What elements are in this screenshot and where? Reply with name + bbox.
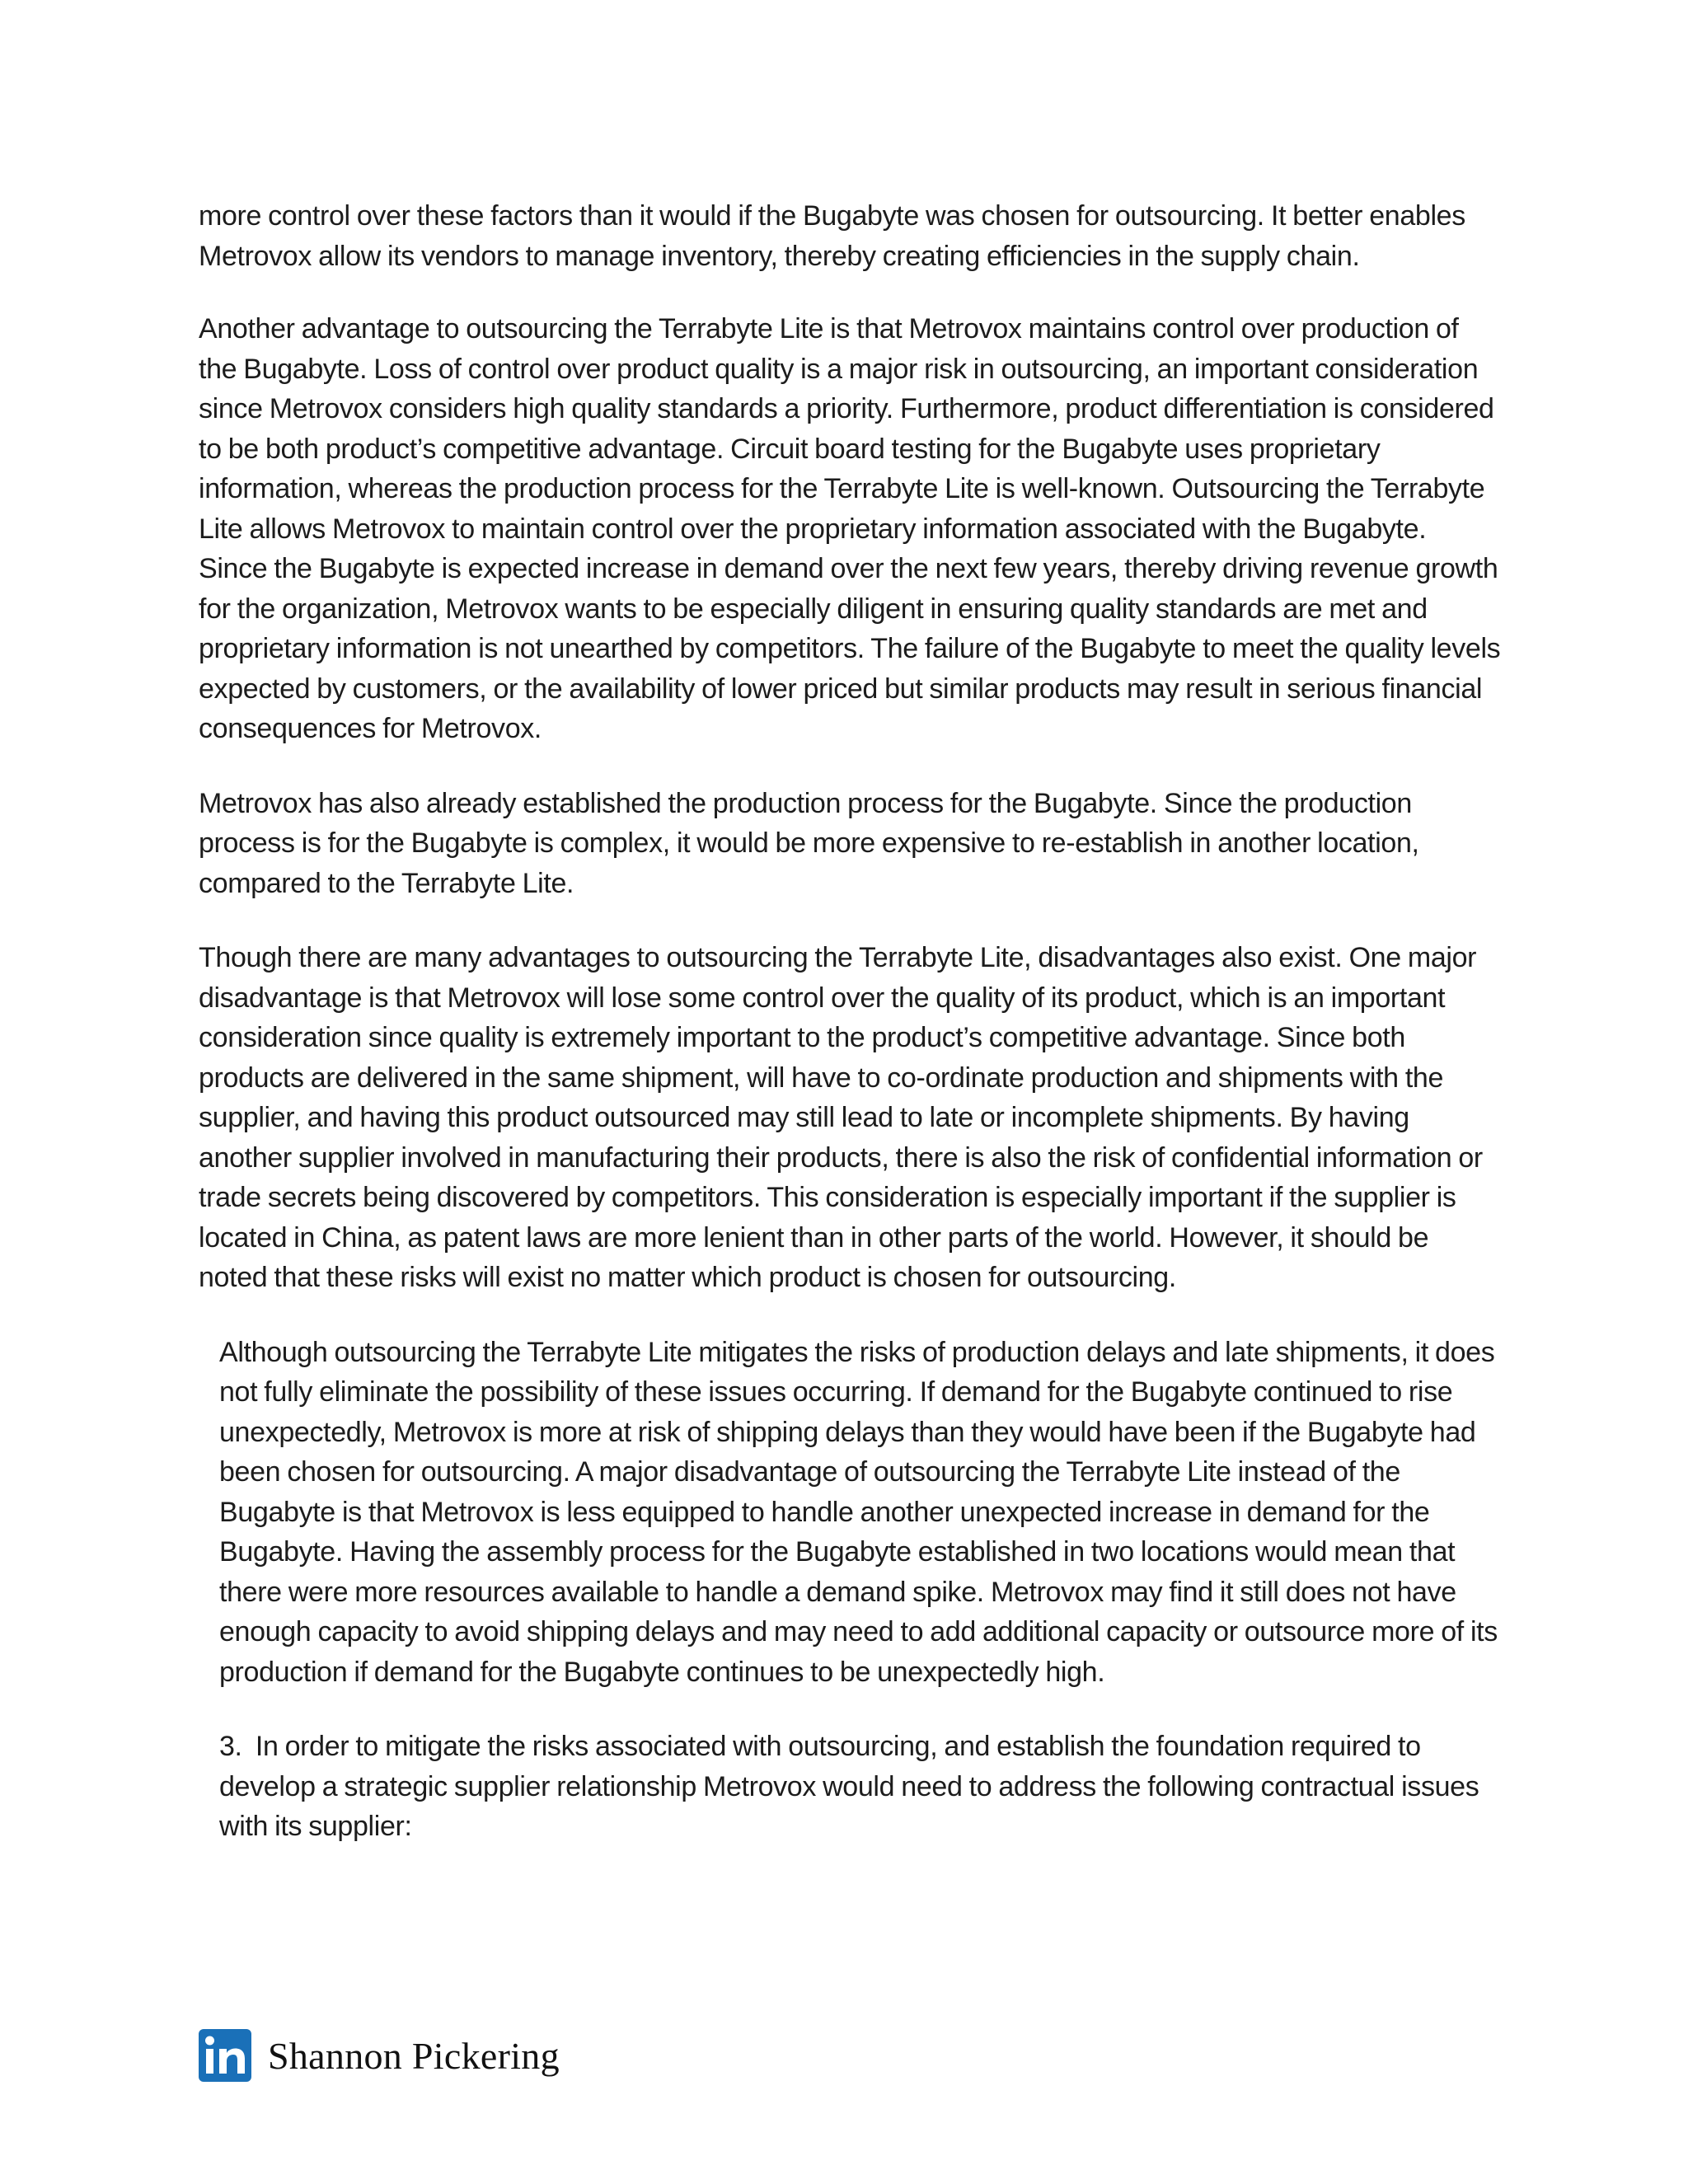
list-item-3 [199,1727,1501,1847]
paragraph-control-factors: more control over these factors than it would if the Bugabyte was chosen for outsourcing. It better enables Metrovox allow its vendors to manage inventory, thereby creating efficiencies in the supply chain. [199,200,1465,272]
paragraph-delay-risks: Although outsourcing the Terrabyte Lite mitigates the risks of production delays and late shipments, it does not fully eliminate the possibility of these issues occurring. If demand for the Bugabyte continued to rise unexpectedly, Metrovox is more at risk of shipping delays than they would have been if the Bugabyte had been chosen for outsourcing. A major disadvantage of outsourcing the Terrabyte Lite instead of the Bugabyte is that Metrovox is less equipped to handle another unexpected increase in demand for the Bugabyte. Having the assembly process for the Bugabyte established in two locations would mean that there were more resources available to handle a demand spike. Metrovox may find it still does not have enough capacity to avoid shipping delays and may need to add additional capacity or outsource more of its production if demand for the Bugabyte continues to be unexpectedly high. [219,1336,1498,1688]
document-body [199,196,1501,1882]
list-item-text: In order to mitigate the risks associated with outsourcing, and establish the foundation required to develop a strategic supplier relationship Metrovox would need to address the following contractual issues with its supplier: [219,1731,1479,1842]
paragraph-production-process: Metrovox has also already established the production process for the Bugabyte. Since the production process is for the Bugabyte is complex, it would be more expensive to re-establish in another location, compared to the Terrabyte Lite. [199,787,1419,899]
paragraph-advantage-control: Another advantage to outsourcing the Terrabyte Lite is that Metrovox maintains control over production of the Bugabyte. Loss of control over product quality is a major risk in outsourcing, an important consideration since Metrovox considers high quality standards a priority. Furthermore, product differentiation is considered to be both product’s competitive advantage. Circuit board testing for the Bugabyte uses proprietary information, whereas the production process for the Terrabyte Lite is well-known. Outsourcing the Terrabyte Lite allows Metrovox to maintain control over the proprietary information associated with the Bugabyte. Since the Bugabyte is expected increase in demand over the next few years, thereby driving revenue growth for the organization, Metrovox wants to be especially diligent in ensuring quality standards are met and proprietary information is not unearthed by competitors. The failure of the Bugabyte to meet the quality levels expected by customers, or the availability of lower priced but similar products may result in serious financial consequences for Metrovox. [199,313,1501,744]
author-name: Shannon Pickering [268,2034,560,2077]
paragraph-disadvantages: Though there are many advantages to outsourcing the Terrabyte Lite, disadvantages also exist. One major disadvantage is that Metrovox will lose some control over the quality of its product, which is an important consideration since quality is extremely important to the product’s competitive advantage. Since both products are delivered in the same shipment, will have to co-ordinate production and shipments with the supplier, and having this product outsourced may still lead to late or incomplete shipments. By having another supplier involved in manufacturing their products, there is also the risk of confidential information or trade secrets being discovered by competitors. This consideration is especially important if the supplier is located in China, as patent laws are more lenient than in other parts of the world. However, it should be noted that these risks will exist no matter which product is chosen for outsourcing. [199,942,1483,1293]
list-item-number: 3. [219,1731,242,1762]
linkedin-icon [199,2029,251,2082]
footer [199,2029,560,2082]
